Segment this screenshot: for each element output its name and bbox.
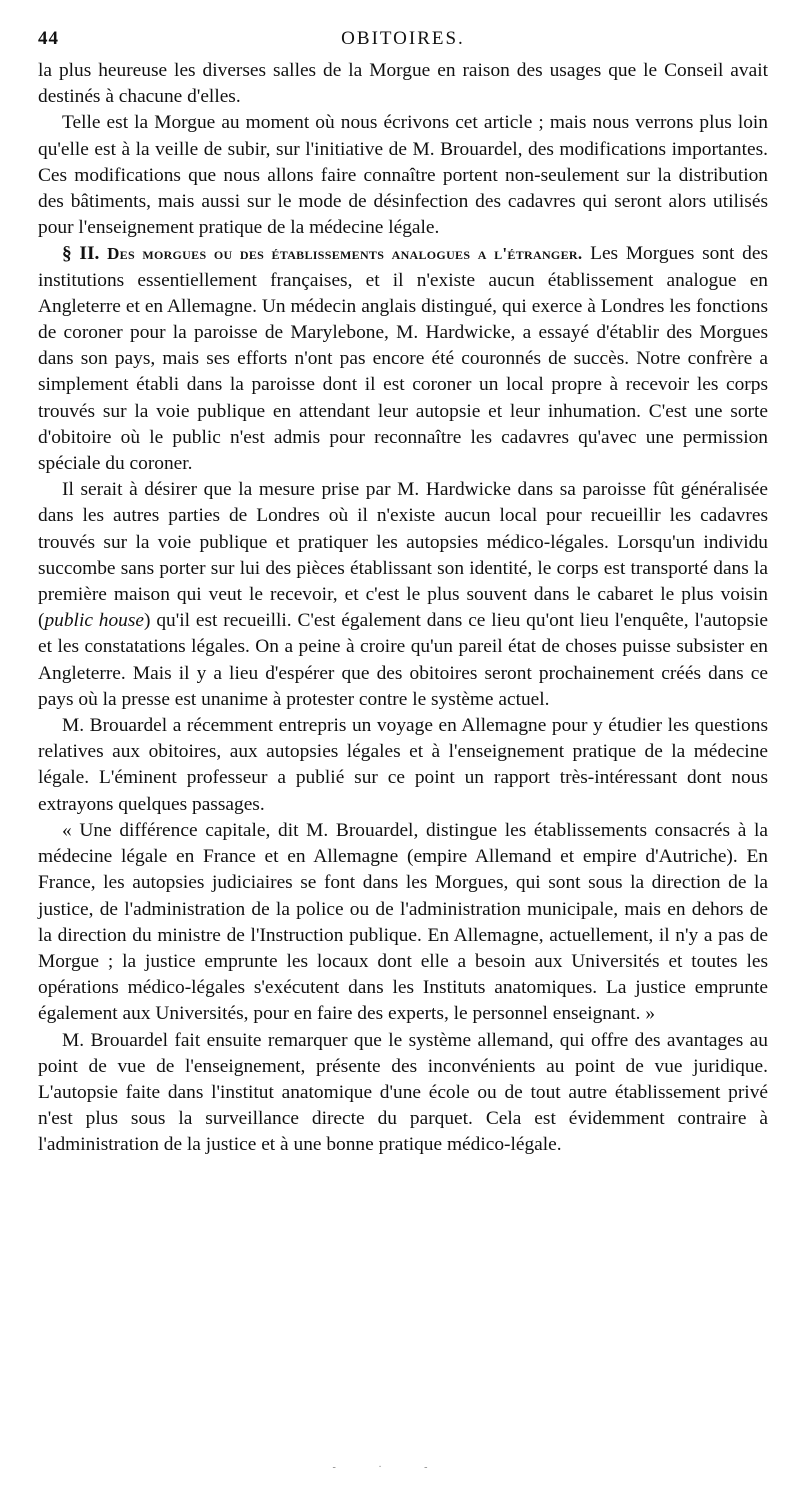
book-page xyxy=(38,28,768,1159)
body-text xyxy=(38,58,768,1159)
section-title: Des morgues ou des établissements analogues a l'étranger. xyxy=(107,244,583,264)
paragraph-2: Telle est la Morgue au moment où nous écrivons cet article ; mais nous verrons plus loin qu'elle est à la veille de subir, sur l'initiative de M. Brouardel, des modifications importantes. Ces modifications que nous allons faire connaître portent non-seulement sur la distribution des bâtiments, mais aussi sur le mode de désinfection des cadavres qui seront alors utilisés pour l'enseignement pratique de la médecine légale. xyxy=(38,112,768,239)
running-header xyxy=(38,28,768,58)
paragraph-4-text-b: ) qu'il est recueilli. C'est également dans ce lieu qu'ont lieu l'enquête, l'autopsie et les constatations légales. On a peine à croire qu'un pareil état de choses puisse subsister en Angleterre. Mais il y a lieu d'espérer que des obitoires seront prochainement créés dans ce pays où la presse est unanime à protester contre le système actuel. xyxy=(38,610,768,710)
italic-term: public house xyxy=(44,610,145,632)
paragraph-4 xyxy=(38,477,768,713)
paragraph-3-text: Les Morgues sont des institutions essentiellement françaises, et il n'existe aucun établissement analogue en Angleterre et en Allemagne. Un médecin anglais distingué, qui exerce à Londres les fonctions de coroner pour la paroisse de Marylebone, M. Hardwicke, a essayé d'établir des Morgues dans son pays, mais ses efforts n'ont pas encore été couronnés de succès. Notre confrère a simplement établi dans la paroisse dont il est coroner un local propre à recevoir les corps trouvés sur la voie publique en attendant leur autopsie et leur inhumation. C'est une sorte d'obitoire où le public n'est admis pour reconnaître les cadavres qu'avec une permission spéciale du coroner. xyxy=(38,243,768,475)
paragraph-7: M. Brouardel fait ensuite remarquer que le système allemand, qui offre des avantages au point de vue de l'enseignement, présente des inconvénients au point de vue juridique. L'autopsie faite dans l'institut anatomique d'une école ou de tout autre établissement privé n'est plus sous la surveillance directe du parquet. Cela est évidemment contraire à l'administration de la justice et à une bonne pratique médico-légale. xyxy=(38,1029,768,1156)
paragraph-4-text-a: Il serait à désirer que la mesure prise par M. Hardwicke dans sa paroisse fût généralisée dans les autres parties de Londres où il n'existe aucun local pour recueillir les cadavres trouvés sur la voie publique et pratiquer les autopsies médico-légales. Lorsqu'un individu succombe sans porter sur lui des pièces établissant son identité, le corps est transporté dans la première maison qui veut le recevoir, et c'est le plus souvent dans le cabaret le plus voisin ( xyxy=(38,479,768,632)
section-marker: § II. xyxy=(62,243,100,265)
page-number: 44 xyxy=(38,28,59,49)
paragraph-3 xyxy=(38,241,768,477)
paragraph-6-quotation: « Une différence capitale, dit M. Brouardel, distingue les établissements consacrés à la médecine légale en France et en Allemagne (empire Allemand et empire d'Autriche). En France, les autopsies judiciaires se font dans les Morgues, qui sont sous la direction de la justice, de l'administration de la police ou de l'administration municipale, mais en dehors de la direction du ministre de l'Instruction publique. En Allemagne, actuellement, il n'y a pas de Morgue ; la justice emprunte les locaux dont elle a besoin aux Universités et toutes les opérations médico-légales s'exécutent dans les Instituts anatomiques. La justice emprunte également aux Universités, pour en faire des experts, le personnel enseignant. » xyxy=(38,819,768,1025)
paragraph-1: la plus heureuse les diverses salles de la Morgue en raison des usages que le Conseil avait destinés à chacune d'elles. xyxy=(38,60,768,108)
running-title: OBITOIRES. xyxy=(341,28,465,49)
page-bottom-mark: - · - xyxy=(332,1462,448,1473)
paragraph-5: M. Brouardel a récemment entrepris un voyage en Allemagne pour y étudier les questions relatives aux obitoires, aux autopsies légales et à l'enseignement pratique de la médecine légale. L'éminent professeur a publié sur ce point un rapport très-intéressant dont nous extrayons quelques passages. xyxy=(38,715,768,815)
